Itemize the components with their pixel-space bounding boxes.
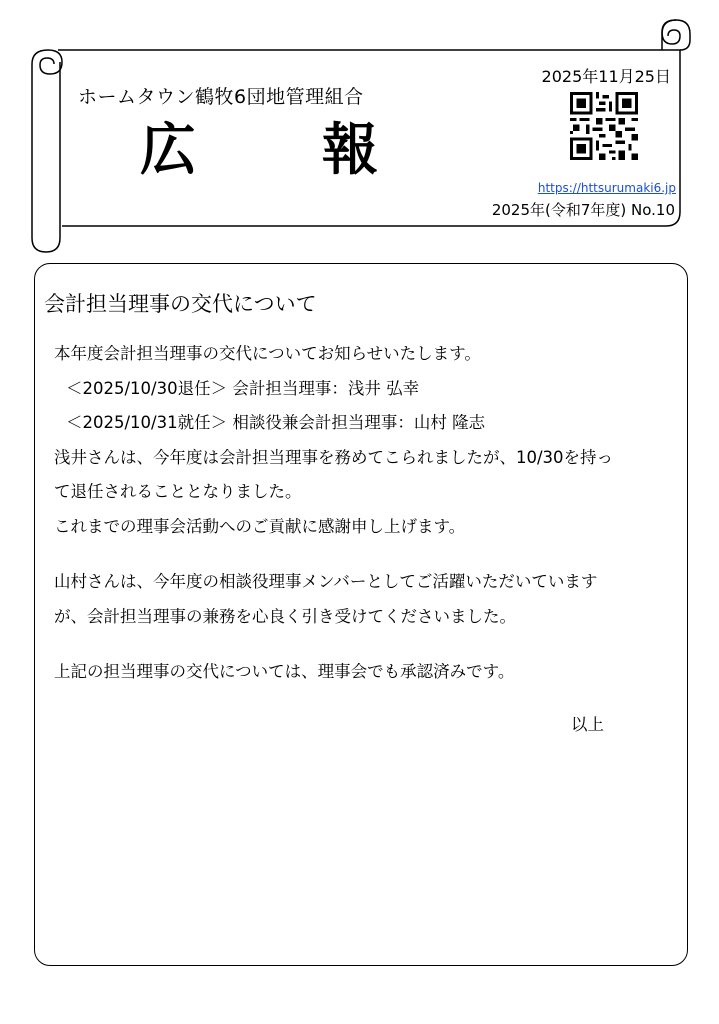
- appointment-entry: ＜2025/10/31就任＞ 相談役兼会計担当理事：山村 隆志: [66, 413, 486, 432]
- newsletter-title: [140, 118, 390, 188]
- paragraph-thanks: これまでの理事会活動へのご貢献に感謝申し上げます。: [54, 516, 466, 536]
- closing-remark: 以上: [571, 715, 604, 734]
- paragraph-approval: 上記の担当理事の交代については、理事会でも承認済みです。: [54, 662, 515, 681]
- paragraph-intro: 本年度会計担当理事の交代についてお知らせいたします。: [54, 344, 481, 363]
- paragraph-asai-line-1: 浅井さんは、今年度は会計担当理事を務めてこられましたが、10/30を持っ: [54, 447, 614, 467]
- issue-date: 2025年11月25日: [541, 67, 671, 86]
- paragraph-asai-line-2: て退任されることとなりました。: [54, 482, 302, 501]
- article-heading: 会計担当理事の交代について: [44, 292, 317, 316]
- qr-code-icon[interactable]: [570, 92, 638, 160]
- website-link[interactable]: https://httsurumaki6.jp: [537, 181, 676, 195]
- paragraph-yamamura-line-1: 山村さんは、今年度の相談役理事メンバーとしてご活躍いただいています: [54, 572, 598, 591]
- title-char-1: 広: [140, 118, 196, 183]
- title-char-2: 報: [322, 118, 378, 183]
- organization-name: ホームタウン鶴牧6団地管理組合: [78, 86, 364, 108]
- retirement-entry: ＜2025/10/30退任＞ 会計担当理事：浅井 弘幸: [66, 378, 420, 398]
- paragraph-yamamura-line-2: が、会計担当理事の兼務を心良く引き受けてくださいました。: [54, 606, 516, 626]
- issue-number: 2025年(令和7年度) No.10: [491, 201, 675, 219]
- article-body: [54, 337, 684, 690]
